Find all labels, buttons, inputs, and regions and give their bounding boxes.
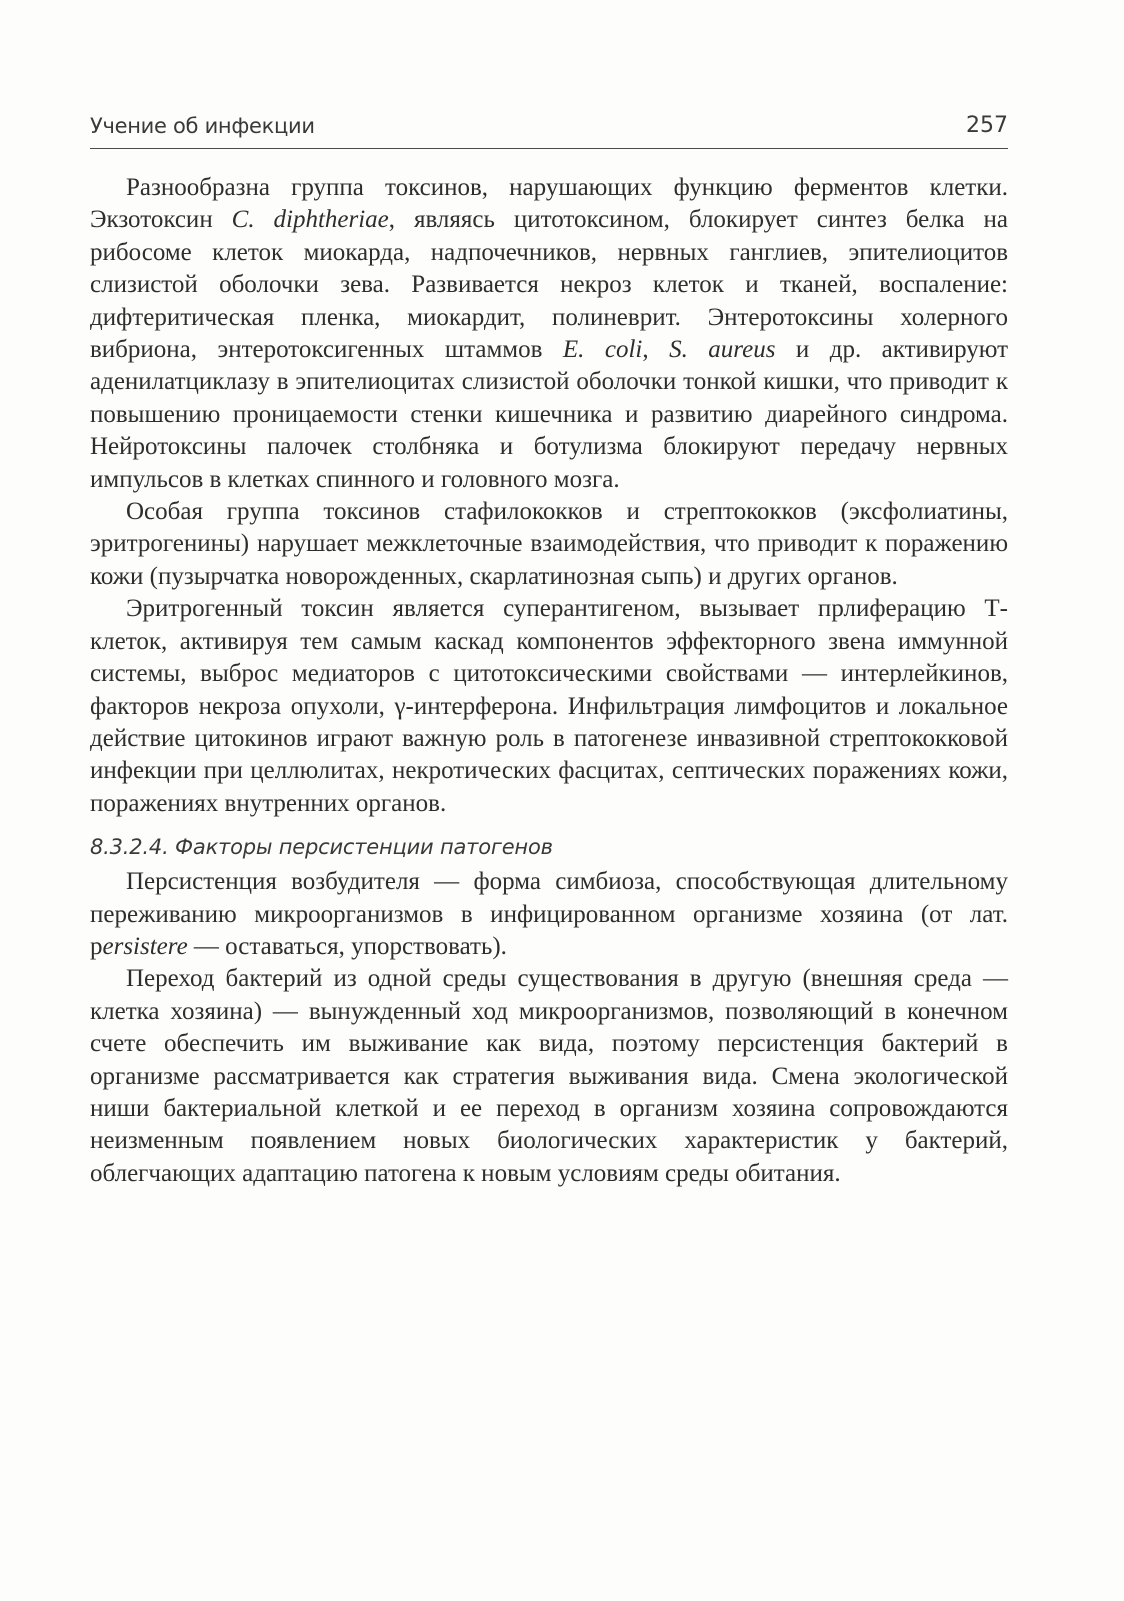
species-name: C. diphtheriae (231, 206, 389, 234)
page-number: 257 (966, 113, 1008, 138)
text-run: и др. активируют аденилатциклазу в эпителиоцитах слизистой оболочки тонкой кишки, что приводит к повышению проницаемости стенки кишечника и развитию диарейного синдрома. Нейротоксины палочек столбняка и ботулизма блокируют передачу нервных импульсов в клетках спинного и головного мозга. (90, 336, 1009, 493)
text-run: — оставаться, упорствовать). (187, 932, 507, 960)
section-heading: 8.3.2.4. Факторы персистенции патогенов (90, 835, 553, 860)
running-header (90, 112, 1008, 149)
paragraph-persistence-definition (90, 866, 1008, 963)
text-run: , являясь цитотоксином, блокирует синтез белка на рибосоме клеток миокарда, надпочечников, нервных ганглиев, эпителиоцитов слизистой оболочки зева. Развивается некроз клеток и тканей, воспаление: дифтеритическая пленка, миокардит, полиневрит. Энтеротоксины холерного вибриона, энтеротоксигенных штаммов (90, 206, 1008, 364)
running-header-title: Учение об инфекции (90, 114, 315, 138)
text-run: , (642, 336, 670, 364)
text-run: Персистенция возбудителя — форма симбиоза, способствующая длительному переживанию микроорганизмов в инфицированном организме хозяина (от лат. p (90, 868, 1008, 960)
page-body (90, 172, 1008, 1190)
paragraph-erythrogenic-toxin: Эритрогенный токсин является суперантигеном, вызывает прлиферацию Т-клеток, активируя тем самым каскад компонентов эффекторного звена иммунной системы, выброс медиаторов с цитотоксическими свойствами — интерлейкинов, факторов некроза опухоли, γ-интерферона. Инфильтрация лимфоцитов и локальное действие цитокинов играют важную роль в патогенезе инвазивной стрептококковой инфекции при целлюлитах, некротических фасцитах, септических поражениях кожи, поражениях внутренних органов. (90, 595, 1008, 817)
paragraph-staph-strep-toxins: Особая группа токсинов стафилококков и стрептококков (эксфолиатины, эритрогенины) нарушает межклеточные взаимодействия, что приводит к поражению кожи (пузырчатка новорожденных, скарлатинозная сыпь) и других органов. (90, 498, 1008, 590)
paragraph-persistence-strategy: Переход бактерий из одной среды существования в другую (внешняя среда — клетка хозяина) — вынужденный ход микроорганизмов, позволяющий в конечном счете обеспечить им выживание как вида, поэтому персистенция бактерий в организме рассматривается как стратегия выживания вида. Смена экологической ниши бактериальной клеткой и ее переход в организм хозяина сопровождаются неизменным появлением новых биологических характеристик у бактерий, облегчающих адаптацию патогена к новым условиям среды обитания. (90, 965, 1008, 1187)
text-run: Разнообразна группа токсинов, нарушающих функцию ферментов клетки. Экзотоксин (90, 174, 1008, 234)
latin-term: ersistere (102, 932, 188, 960)
species-name: E. coli (562, 336, 643, 364)
species-name: S. aureus (669, 336, 776, 364)
paragraph-toxins-enzymes (90, 172, 1008, 496)
